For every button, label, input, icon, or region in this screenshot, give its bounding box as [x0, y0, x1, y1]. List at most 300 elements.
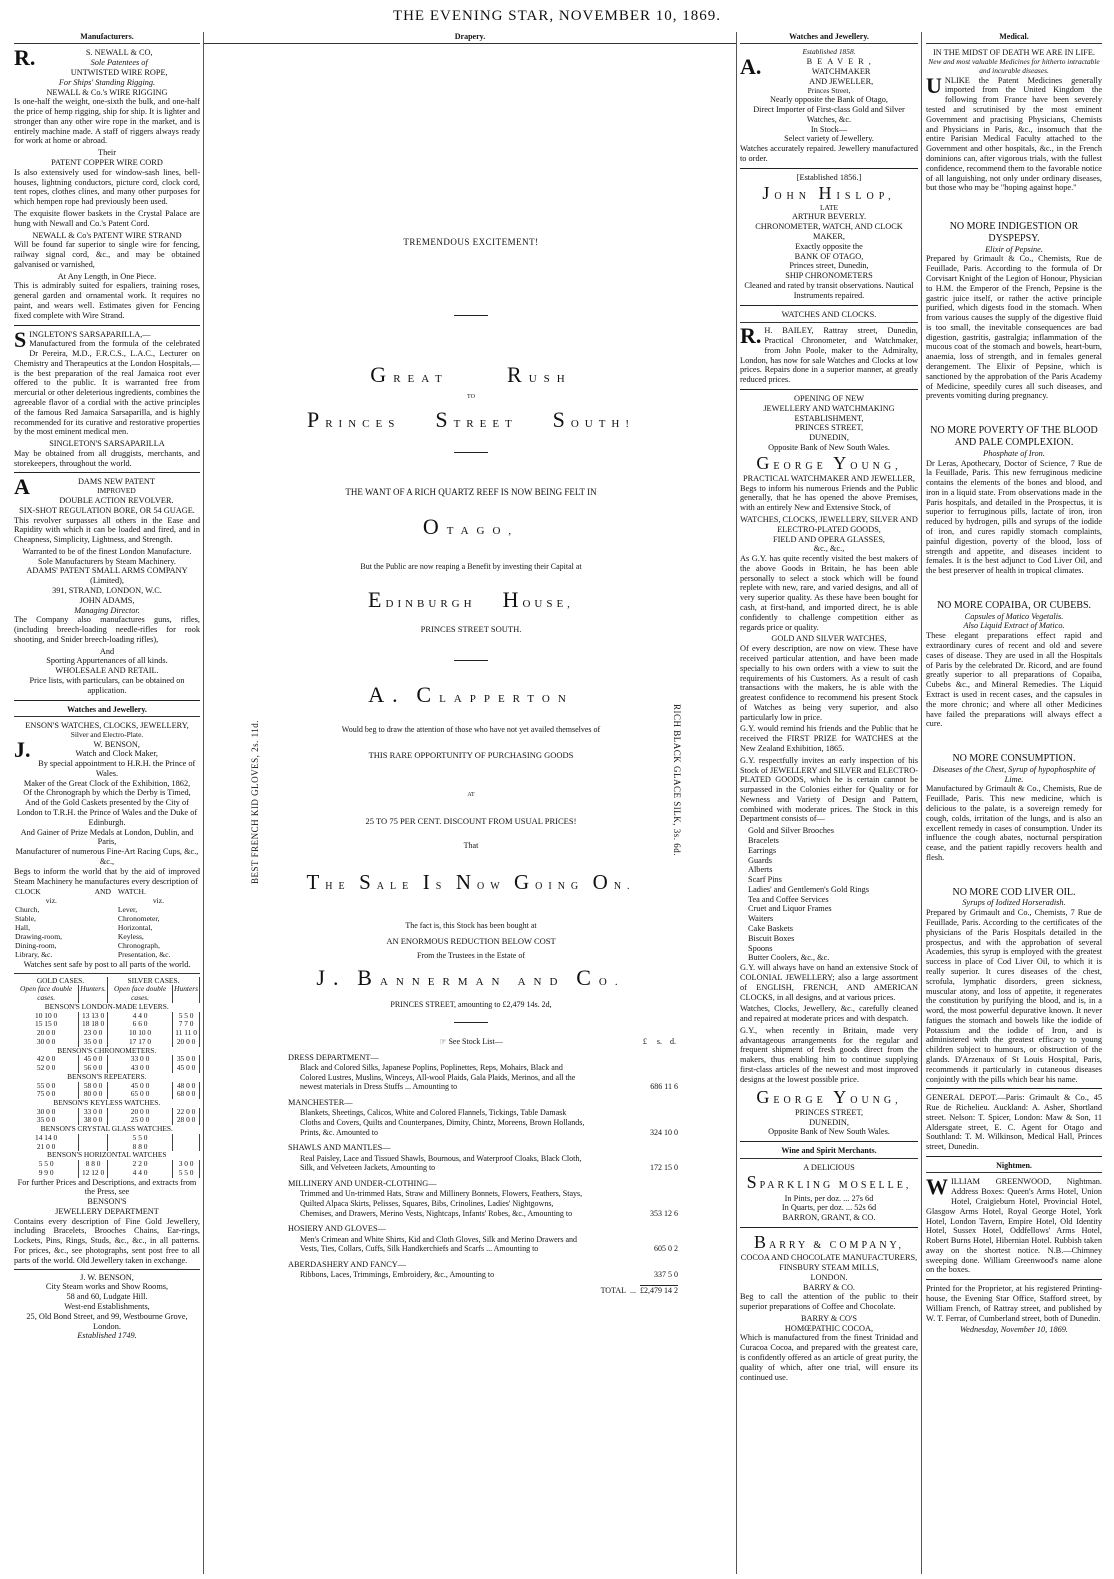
table-cell: 20 0 0 [173, 1038, 200, 1047]
table-cell: 7 7 0 [173, 1020, 200, 1029]
advert-line: For Ships' Standing Rigging. [58, 77, 156, 87]
advert-line: SHIP CHRONOMETERS [785, 271, 873, 281]
department-description: Men's Crimean and White Shirts, Kid and Cloth Gloves, Silk and Merino Drawers and Vests, Ties, Collars, Cuffs, Silk Handkerchiefs and Scarfs [300, 1234, 578, 1254]
advert-line: LATE [819, 202, 839, 212]
section-heading-medical: Medical. [926, 32, 1102, 44]
department-amount: 686 11 6 [650, 1082, 678, 1092]
table-section-header: BENSON'S CRYSTAL GLASS WATCHES. [40, 1124, 173, 1134]
heading-word: OUTH! [570, 418, 636, 430]
department-amount: 353 12 6 [650, 1208, 678, 1218]
divider [454, 1022, 488, 1023]
advert-title: NO MORE POVERTY OF THE BLOOD AND PALE COMPLEXION. [930, 425, 1098, 448]
table-cell: 33 0 0 [107, 1055, 172, 1064]
divider [14, 472, 200, 473]
advert-line: COCOA AND CHOCOLATE MANUFACTURERS, [740, 1253, 918, 1263]
advert-title: NO MORE CONSUMPTION. [952, 753, 1076, 765]
advert-line: Warranted to be of the finest London Manufacture. [22, 546, 192, 556]
advert-line: GOLD AND SILVER WATCHES, [771, 634, 887, 644]
advert-title: BEAVER, [806, 57, 876, 67]
heading-word: ISLOP, [836, 190, 896, 202]
total-row [288, 1286, 678, 1296]
table-header: Hunters. [79, 985, 108, 1002]
advert-body: G.Y., when recently in Britain, made very advantageous arrangements for the regular and frequent shipment of fresh goods direct from the makers, thus enabling him to continue supplying first-class articles of the newest and most improved designs at the lowest possible price. [740, 1025, 918, 1084]
advert-line: DOUBLE ACTION REVOLVER. [59, 495, 174, 505]
advert-line: FIELD AND OPERA GLASSES, [772, 534, 886, 544]
benson-price-table [14, 977, 200, 1178]
department-name: SHAWLS AND MANTLES— [288, 1143, 391, 1153]
drop-cap: R. [14, 45, 36, 71]
advert-line: 25, Old Bond Street, and 99, Westbourne Grove, London. [26, 1311, 188, 1331]
table-section-header: BENSON'S REPEATERS. [67, 1071, 147, 1081]
spacer [926, 731, 1102, 753]
department-name: ABERDASHERY AND FANCY— [288, 1260, 407, 1270]
list-header: AND [94, 887, 112, 897]
advert-line: PATENT COPPER WIRE CORD [51, 158, 163, 168]
department-amount-label: Amounting to [412, 1082, 458, 1092]
advert-line: Opposite Bank of New South Wales. [768, 442, 890, 452]
advert-line: WATCHES, CLOCKS, JEWELLERY, SILVER AND ELECTRO-PLATED GOODS, [740, 515, 918, 534]
advert-line: Watch and Clock Maker, [75, 749, 158, 759]
divider [14, 700, 200, 701]
department-description: Black and Colored Silks, Japanese Poplins, Poplinettes, Reps, Mohairs, Black and Colored Lustres, Muslins, Winceys, All-wool Plaids, Gala Plaids, Merinos, and all the newest materials in Dress Stuffs [300, 1062, 576, 1092]
department-dots: ... [404, 1082, 411, 1092]
department-amount-label: Amounting to [527, 1208, 573, 1218]
table-cell: 4 4 0 [107, 1169, 172, 1178]
advert-line: Maker of the Great Clock of the Exhibition, 1862, [23, 778, 191, 788]
divider [926, 1156, 1102, 1157]
heading-word: LAPPERTON [439, 693, 574, 705]
table-section-header: BENSON'S LONDON-MADE LEVERS. [44, 1001, 169, 1011]
advert-line: Exactly opposite the [795, 241, 863, 251]
department-amount: 605 0 2 [654, 1244, 678, 1254]
advert-line: Established 1858. [802, 47, 856, 57]
advert-line: Select variety of Jewellery. [784, 134, 874, 144]
table-cell: 80 0 0 [79, 1090, 108, 1099]
newall-advert [14, 45, 200, 320]
list-item: Spoons [748, 943, 773, 953]
divider [454, 452, 488, 453]
table-cell: 45 0 0 [173, 1064, 200, 1073]
advert-body: Which is manufactured from the finest Trinidad and Curacoa Cocoa, and prepared with the greatest care, is confidently offered as an article of great purity, the quality of which, after one trial, will ensure its continued use. [740, 1333, 918, 1382]
stock-list [288, 1037, 678, 1296]
heading-word: OW [476, 881, 506, 892]
beaver-advert [740, 54, 918, 164]
advert-line: Capsules of Matico Vegetalis. [964, 611, 1064, 621]
table-cell: 20 0 0 [107, 1108, 172, 1117]
benson-advert [14, 721, 200, 1341]
department-amount-label: Amounted to [336, 1127, 379, 1137]
advert-line: OPENING OF NEW [793, 393, 865, 403]
advert-line: BENSON'S [87, 1197, 127, 1207]
table-cell: 10 10 0 [107, 1029, 172, 1038]
initial-letter: G [756, 1086, 774, 1107]
column-manufacturers [14, 32, 200, 1574]
advert-body: Is also extensively used for window-sash lines, bell-houses, lightning conductors, picture cord, clock cord, tent ropes, clothes clines, and many other purposes for which hempen rope had previously been used. [14, 167, 200, 207]
advert-line: NEWALL & Co.'s WIRE RIGGING [46, 87, 168, 97]
princes-street-south: PRINCES STREET SOUTH. [420, 624, 522, 634]
heading-word: OUSE, [522, 598, 574, 610]
heading-word: REAT [393, 373, 449, 385]
drop-cap: U [926, 72, 942, 98]
advert-line: For further Prices and Descriptions, and extracts from the Press, see [17, 1177, 197, 1197]
rare-opportunity-line: THIS RARE OPPORTUNITY OF PURCHASING GOODS [368, 750, 574, 760]
heading-word: N. [613, 881, 636, 892]
heading-word: ARRY & COMPANY, [769, 1239, 904, 1251]
divider [14, 1269, 200, 1270]
advert-body: This is admirably suited for espaliers, training roses, general garden and ornamental work. It requires no paint, and wears well. Estimates given for Fencing fixed complete with Wire Strand. [14, 281, 200, 320]
divider [454, 660, 488, 661]
spacer [926, 403, 1102, 425]
heading-word: ANNERMAN AND [379, 976, 566, 988]
advert-body: G.Y. respectfully invites an early inspection of his Stock of JEWELLERY and SILVER and ELECTRO-PLATED GOODS, which he is certain cannot be surpassed in the Colonies either for Quality or for Newness and Variety of Design and Pattern, combined with moderate prices. The Stock in this Department consists of— [740, 755, 918, 824]
drop-cap: J. [14, 736, 31, 762]
department-body [288, 1154, 678, 1174]
column-medical [921, 32, 1102, 1574]
table-cell: 14 14 0 [14, 1134, 79, 1143]
advert-line: Price lists, with particulars, can be obtained on application. [29, 676, 185, 695]
department-name: MANCHESTER— [288, 1098, 353, 1108]
heading-word: O. [598, 976, 626, 988]
department-name: DRESS DEPARTMENT— [288, 1052, 379, 1062]
initial-letter: Y [833, 1086, 851, 1107]
price-line: In Quarts, per doz. ... 52s 6d [781, 1203, 877, 1213]
heading-word: S [435, 881, 448, 892]
advert-line: Princes street, Dunedin, [789, 261, 869, 271]
advert-line: Nearly opposite the Bank of Otago, [770, 95, 888, 105]
advert-line: Sporting Appurtenances of all kinds. [46, 656, 168, 666]
advert-line: S. NEWALL & CO, [85, 48, 153, 58]
advert-line: WHOLESALE AND RETAIL. [55, 666, 159, 676]
department-entry [288, 1224, 678, 1254]
table-cell: 42 0 0 [14, 1055, 79, 1064]
initial-letter: R [507, 362, 529, 387]
table-cell: 8 8 0 [107, 1143, 172, 1152]
advert-title: NO MORE COD LIVER OIL. [952, 886, 1076, 898]
advert-body: Manufactured by Grimault & Co., Chemists, Rue de Feuillade, Paris. This new medicine, which is delicious to the palate, is a sovereign remedy for cough, colds, irritation of the lungs, and is also an excellent remedy in cases of consumption. Under its influence the cough abates, nocturnal perspiration cease, and the patient rapidly recovers health and flesh. [926, 784, 1102, 862]
table-cell: 48 0 0 [173, 1082, 200, 1091]
shilling-header: s. [656, 1037, 662, 1046]
initial-letter: O [592, 870, 614, 894]
department-dots: ... [486, 1244, 493, 1254]
department-entry [288, 1143, 678, 1173]
list-item: Gold and Silver Brooches [748, 826, 834, 836]
list-item: Library, &c. [15, 949, 53, 959]
heading-word: USH [528, 373, 572, 385]
department-amount-label: Amounting to [390, 1163, 436, 1173]
drop-cap: R. [740, 323, 762, 349]
list-item: Keyless, [117, 932, 144, 942]
department-amount: 337 5 0 [654, 1270, 678, 1280]
advert-line: Established 1749. [77, 1331, 137, 1341]
spacer [926, 578, 1102, 600]
list-item: Chronograph, [117, 941, 160, 950]
fact-line: The fact is, this Stock has been bought at [405, 921, 537, 930]
table-cell: 33 0 0 [79, 1108, 108, 1117]
table-cell [173, 1134, 200, 1143]
list-item: Church, [15, 905, 40, 915]
trustees-line: From the Trustees in the Estate of [417, 951, 525, 960]
advert-title: NO MORE COPAIBA, OR CUBEBS. [936, 599, 1092, 611]
advert-line: Diseases of the Chest, Syrup of hypophosphite of Lime. [932, 764, 1096, 784]
to-line: TO [467, 394, 475, 400]
initial-letter: E [368, 587, 386, 612]
excitement-line: TREMENDOUS EXCITEMENT! [403, 237, 539, 247]
advert-line: New and most valuable Medicines for hitherto intractable and incurable diseases. [928, 57, 1100, 75]
advert-body: Of every description, are now on view. These have received particular attention, and have been made specially to his own orders with a view to suit the requirements of his Customers. As a result of cash transactions with the makers, he is able with the greatest confidence to recommend his present Stock of Watches as being very superior, and also particularly low in price. [740, 644, 918, 722]
department-entry [288, 1053, 678, 1092]
advert-line: DUNEDIN, [809, 433, 849, 443]
price-line: In Pints, per doz. ... 27s 6d [784, 1193, 874, 1203]
divider [740, 389, 918, 390]
list-item: Ladies' and Gentlemen's Gold Rings [748, 884, 869, 894]
department-description: Trimmed and Un-trimmed Hats, Straw and Millinery Bonnets, Flowers, Feathers, Stays, Quilted Alpaca Skirts, Pelisses, Squares, Bibs, Crinolines, Ladies' Nightgowns, Chemises, and Drawers, Merino Vests, Nightcaps, Infants' Robes, &c., [300, 1189, 583, 1218]
masthead: THE EVENING STAR, NOVEMBER 10, 1869. [392, 8, 722, 24]
department-amount: 172 15 0 [650, 1163, 678, 1173]
department-name: MILLINERY AND UNDER-CLOTHING— [288, 1179, 437, 1189]
advert-line: Manufacturer of numerous Fine-Art Racing Cups, &c., &c., [15, 847, 199, 866]
barry-heading [740, 1232, 918, 1253]
list-item: Drawing-room, [15, 932, 63, 942]
heading-word: EORGE [773, 460, 827, 472]
discount-line: 25 TO 75 PER CENT. DISCOUNT FROM USUAL PRICES! [365, 816, 577, 826]
table-cell: 12 12 0 [79, 1169, 108, 1178]
table-cell: 75 0 0 [14, 1090, 79, 1099]
table-section-header: BENSON'S KEYLESS WATCHES. [53, 1097, 161, 1107]
table-header: Open face double cases. [107, 985, 172, 1002]
advert-body: ILLIAM GREENWOOD, Nightman. Address Boxes: Queen's Arms Hotel, Union Hotel, Craigieburn Hotel, Provincial Hotel, Glasgow Arms Hotel, Royal George Hotel, York Hotel, London Tavern, Empire Hotel, Old Identity Hotel, Sussex Hotel, Oddfellows' Arms Hotel, Robert Burns Hotel, Hibernian Hotel. Rubbish taken away on the shortest notice. N.B.—Chimney sweeping done. William Greenwood's name alone on the boxes. [926, 1177, 1102, 1275]
list-header: viz. [152, 896, 165, 906]
advert-line: Syrups of Iodized Horseradish. [962, 898, 1066, 908]
department-name: HOSIERY AND GLOVES— [288, 1224, 386, 1234]
table-cell: 25 0 0 [107, 1116, 172, 1125]
advert-line: PRINCES STREET, [794, 423, 864, 433]
table-cell: 65 0 0 [107, 1090, 172, 1099]
advert-line: JEWELLERY DEPARTMENT [55, 1206, 159, 1216]
advert-line: UNTWISTED WIRE ROPE, [70, 68, 168, 77]
table-section-header: BENSON'S HORIZONTAL WATCHES [47, 1150, 167, 1160]
advert-body: Prepared by Grimault and Co., Chemists, 7 Rue de Feuillade, Paris. According to the certificates of the physicians of the Paris Hospitals detailed in the prospectus, and with the approbation of several Academies, this syrup is employed with the greatest success in place of Cod Liver Oil, to which it is really superior. It cures diseases of the chest, scrofula, lymphatic disorders, green sickness, muscular atony, and loss of appetite, it regenerates the constitution by purifying the blood, and is, in a word, the most powerful depurative known. It never fatigues the stomach and bowels like the iodide of Potassium and the iodide of Iron, and is administered with the greatest efficacy to young children subject to humours, or obstruction of the glands. D'Arzenaux of St Louis Hospital, Paris, recommends it particularly in cutaneous diseases conjointly with the pills which bear his name. [926, 908, 1102, 1084]
section-heading-watches: Watches and Jewellery. [14, 705, 200, 717]
advert-line: W. BENSON, [93, 739, 140, 749]
clapperton-heading [204, 682, 737, 708]
column-watches [740, 32, 918, 1574]
table-cell: 2 2 0 [107, 1160, 172, 1169]
that-line: That [463, 841, 479, 850]
table-cell: 35 0 0 [79, 1038, 108, 1047]
printer-imprint: Printed for the Proprietor, at his registered Printing-house, the Evening Star Office, Stafford street, by William French, of Rattray street, and published by W. T. Ferrar, of Cumberland street, both of Dunedin. [926, 1284, 1102, 1323]
table-header: GOLD CASES. [14, 977, 107, 986]
adams-advert [14, 474, 200, 695]
quartz-reef-line: THE WANT OF A RICH QUARTZ REEF IS NOW BEING FELT IN [345, 487, 597, 497]
table-cell: 5 5 0 [173, 1169, 200, 1178]
list-item: Biscuit Boxes [748, 933, 795, 943]
table-cell: 6 6 0 [107, 1020, 172, 1029]
great-rush-heading [204, 362, 737, 388]
department-body [288, 1235, 678, 1255]
advert-line: At Any Length, in One Piece. [57, 271, 157, 281]
heading-word: OING [535, 881, 585, 892]
department-entry [288, 1098, 678, 1137]
department-amount-label: Amounting to [493, 1244, 539, 1254]
advert-line: And Gainer of Prize Medals at London, Dublin, and Paris, [20, 827, 194, 847]
advert-body: The Company also manufactures guns, rifles, (including breech-loading needle-rifles for rook shooting, and Snider breech-loading rifles), [14, 615, 200, 644]
attention-line: Would beg to draw the attention of those who have not yet availed themselves of [341, 725, 601, 734]
table-cell: 22 0 0 [173, 1108, 200, 1117]
department-description: Blankets, Sheetings, Calicos, White and Colored Flannels, Tickings, Table Damask Cloths and Covers, Quilts and Counterpanes, Dimity, Chintz, Moreens, Brown Hollands, Prints, &c. [300, 1108, 585, 1137]
advert-body: Manufactured from the formula of the celebrated Dr Pereira, M.D., F.R.C.S., L.A.C., Lecturer on Chemistry and Therapeutics at the London Hospitals,—is the best preparation of the real Jamaica root ever offered to the public. It is warranted free from mercurial or other deleterious ingredients, combines the agreeable flavor of a cordial with the active principles of the famous Red Jamaica Sarsaparilla, and is highly recommended for its curative and restorative properties by the most eminent medical men. [14, 339, 200, 437]
otago-heading [204, 514, 737, 540]
edinburgh-house-heading [204, 587, 737, 613]
table-cell: 45 0 0 [79, 1055, 108, 1064]
section-heading-wine: Wine and Spirit Merchants. [740, 1146, 918, 1158]
advert-body: G.Y. will always have on hand an extensive Stock of COLONIAL JEWELLERY; also a large assortment of ENGLISH, FRENCH, AND AMERICAN CLOCKS, in all designs, and at various prices. [740, 963, 918, 1002]
advert-body: Contains every description of Fine Gold Jewellery, including Bracelets, Brooches Chains, Ear-rings, Lockets, Pins, Rings, Studs, &c., &c., in all patterns. For prices, &c., see photographs, sent post free to all parts of the world. Old Jewellery taken in exchange. [14, 1216, 200, 1265]
drop-cap: S [14, 326, 27, 352]
list-item: Waiters [748, 914, 774, 924]
table-row [14, 1169, 200, 1178]
table-cell: 21 0 0 [14, 1143, 79, 1152]
advert-line: And [99, 646, 115, 656]
table-cell: 45 0 0 [107, 1082, 172, 1091]
table-cell: 28 0 0 [173, 1116, 200, 1125]
advert-line: SINGLETON'S SARSAPARILLA [49, 439, 165, 449]
advert-line: Sole Manufacturers by Steam Machinery. [38, 556, 176, 566]
section-heading-nightmen: Nightmen. [926, 1161, 1102, 1173]
heading-word: RINCES [325, 418, 401, 430]
advert-line: Elixir of Pepsine. [985, 244, 1043, 254]
list-item: Chronometer, [117, 914, 160, 924]
advert-title: DAMS NEW PATENT [77, 477, 155, 487]
see-stock-list-label: See Stock List— [448, 1037, 503, 1046]
department-amount: 324 10 0 [650, 1127, 678, 1137]
advert-line: ARTHUR BEVERLY. [791, 212, 867, 222]
initial-letter: C [416, 682, 440, 707]
pointing-hand-icon: ☞ [439, 1037, 447, 1046]
bannerman-heading [204, 965, 737, 991]
advert-body: This revolver surpasses all others in the Ease and Rapidity with which it can be loaded and fired, and in Cheapness, Simplicity, Lightness, and Strength. [14, 515, 200, 545]
list-header: viz. [45, 896, 57, 906]
advert-body: Will be found far superior to single wire for fencing, railway signal cord, &c., and may be obtained galvanised or varnished, [14, 240, 200, 269]
advert-line: JEWELLERY AND WATCHMAKING ESTABLISHMENT, [763, 403, 895, 423]
department-body [288, 1063, 678, 1092]
advert-body: H. BAILEY, Rattray street, Dunedin, Practical Chronometer, and Watchmaker, from John Poole, maker to the Admiralty, London, has now for sale Watches and Clocks at low prices. Repairs done in a superior manner, at greatly reduced prices. [740, 326, 918, 385]
advert-line: PRINCES STREET, [794, 1107, 864, 1117]
advert-line: Princes Street, [807, 85, 851, 95]
initial-letter: B [754, 1231, 770, 1252]
divider [740, 168, 918, 169]
lsd-header [288, 1037, 678, 1047]
clock-watch-list [14, 888, 200, 960]
advert-line: A DELICIOUS [803, 1162, 855, 1172]
list-item: Cruet and Liquor Frames [748, 904, 832, 914]
table-header: SILVER CASES. [107, 977, 199, 986]
divider [926, 1279, 1102, 1280]
list-item: Tea and Coffee Services [748, 894, 829, 904]
advert-line: Silver and Electro-Plate. [70, 729, 144, 739]
table-cell: 55 0 0 [14, 1082, 79, 1091]
advert-line: BARRY & CO'S [800, 1313, 858, 1323]
initial-letter: J. [316, 965, 347, 990]
heading-word: HE [325, 881, 351, 892]
heading-word: OHN [774, 190, 811, 202]
advert-line: FINSBURY STEAM MILLS, [779, 1262, 879, 1272]
heading-word: TAGO, [446, 525, 520, 537]
spacer [926, 195, 1102, 221]
total-label: TOTAL [600, 1285, 626, 1295]
advert-body: Prepared by Grimault & Co., Chemists, Rue de Feuillade, Paris. According to the formula of Dr Corvisart Knight of the Legion of Honour, Physician to H.M. the Emperor of the French, Pepsine is the gastric juice itself, or rather the active principle purified, which digests food in the stomach. When from various causes the supply of the digestive fluid is too small, the inevitable consequences are bad digestion, gastritis, gastralgia; inflammation of the mucous coat of the stomach and bowels, heart-burn, anaemia, loss of strength, and in females general derangement. The Elixir of Pepsine, which is sanctioned by the approbation of the Paris Academy of Medicine, speedily cures all such diseases, and prevents vomiting during pregnancy. [926, 254, 1102, 401]
table-cell: 4 4 0 [107, 1012, 172, 1021]
column-drapery [203, 32, 737, 1574]
advert-line: Their [98, 148, 116, 158]
advert-body: Begs to inform his numerous Friends and the Public generally, that he has opened the above Premises, with an entirely New and Extensive Stock, of [740, 483, 918, 513]
initial-letter: A. [368, 682, 406, 707]
initial-letter: Y [833, 452, 851, 473]
list-item: Hall, [15, 923, 30, 933]
advert-line: SIX-SHOT REGULATION BORE, OR 54 GUAGE. [19, 505, 195, 515]
vertical-silk-strip: RICH BLACK GLACE SILK, 3s. 6d. [672, 704, 682, 857]
department-description: Real Paisley, Lace and Tissued Shawls, Bournous, and Waterproof Cloaks, Black Cloth, Silk, and Velveteen Jackets, [300, 1153, 582, 1173]
total-value: £2,479 14 2 [640, 1285, 678, 1295]
advert-line: (Limited), [90, 576, 124, 586]
table-cell: 5 5 0 [173, 1012, 200, 1021]
advert-body: NLIKE the Patent Medicines generally imported from the United Kingdom the following from France have been severely tested and scrutinised by the most eminent Government and practising Physicians, Chemists and Physicians in Paris, &c., insomuch that the entire Parisian Medical Faculty attached to the Government and other hospitals, &c., in the French dominions can, after vigorous trials, with the fullest confidence, recommend them to the favorable notice of all languishing, not only under ordinary diseases, but those who may be "hoping against hope." [926, 75, 1102, 193]
advert-body: GENERAL DEPOT.—Paris: Grimault & Co., 45 Rue de Richelieu. Auckland: A. Asher, Shortland street. Nelson: T. Spicer, London: Maw & Son, 11 Aldersgate street, E. C. Agent for Otago and Southland: T. M. Wilkinson, Medical Hall, Princes street, Dunedin. [926, 1093, 1102, 1152]
list-item: Stable, [15, 914, 36, 924]
initial-letter: O [422, 514, 447, 539]
advert-line: HOMŒPATHIC COCOA, [784, 1323, 874, 1333]
advert-body: These elegant preparations effect rapid and extraordinary cures of recent and old and severe cases of disease. They are used in all the Hospitals of Paris by the celebrated Dr. Ricord, and are found greatly superior to all preparations of Copaiba, Cubebs &c., and Mineral Remedies. The Liquid Extract is used in recent cases, and the capsules in the more chronic; and where all other Medicines have failed the preparations will always effect a cure. [926, 631, 1102, 729]
advert-body: Is one-half the weight, one-sixth the bulk, and one-half the price of hemp rigging, ship for ship. It is lighter and stronger than any other wire rope in the market, and is entirely machine made. A staff of riggers always ready for work at home or abroad. [14, 97, 200, 146]
table-cell: 58 0 0 [79, 1082, 108, 1091]
table-cell: 38 0 0 [79, 1116, 108, 1125]
department-list [288, 1053, 678, 1280]
amounting-line: PRINCES STREET, amounting to £2,479 14s. 2d, [390, 1000, 552, 1009]
advert-body: As G.Y. has quite recently visited the best makers of the above Goods in Britain, he has been able personally to select a stock which will be found replete with new, rare, and varied designs, and all of very superior quality. As these have been bought for cash, at first-hand, and imported direct, he is able confidently to challenge competition either as regards price or quality. [740, 554, 918, 632]
table-header: Open face double cases. [14, 985, 79, 1002]
divider [740, 1227, 918, 1228]
pence-header: d. [670, 1037, 676, 1046]
heading-word: OUNG, [850, 1094, 902, 1106]
list-item: Alberts [748, 865, 773, 875]
list-item: Presentation, &c. [117, 949, 171, 959]
pound-header: £ [642, 1037, 647, 1046]
divider [454, 315, 488, 316]
advert-line: Opposite Bank of New South Wales. [768, 1127, 890, 1137]
advert-line: West-end Establishments, [64, 1301, 150, 1311]
advert-line: Also Liquid Extract of Matico. [963, 621, 1065, 631]
advert-line: ADAMS' PATENT SMALL ARMS COMPANY [26, 566, 188, 576]
list-header: WATCH. [117, 887, 146, 897]
advert-line: LONDON. [810, 1272, 848, 1282]
table-cell: 56 0 0 [79, 1064, 108, 1073]
table-cell: 10 10 0 [14, 1012, 79, 1021]
table-cell: 35 0 0 [173, 1055, 200, 1064]
table-cell: 43 0 0 [107, 1064, 172, 1073]
initial-letter: S [552, 407, 571, 432]
list-item: Scarf Pins [748, 875, 782, 885]
department-entry [288, 1260, 678, 1280]
advert-line: DUNEDIN, [809, 1117, 849, 1127]
hislop-heading [740, 183, 918, 204]
advert-line: Phosphate of Iron. [983, 448, 1045, 458]
advert-title: NO MORE INDIGESTION OR DYSPEPSY. [949, 221, 1079, 244]
drop-cap: A. [740, 54, 762, 80]
advert-body: Watches accurately repaired. Jewellery manufactured to order. [740, 144, 918, 163]
george-young-heading [740, 453, 918, 474]
initial-letter: G [513, 870, 536, 894]
list-item: Bracelets [748, 836, 779, 846]
table-section-header: BENSON'S CHRONOMETERS. [57, 1045, 157, 1055]
